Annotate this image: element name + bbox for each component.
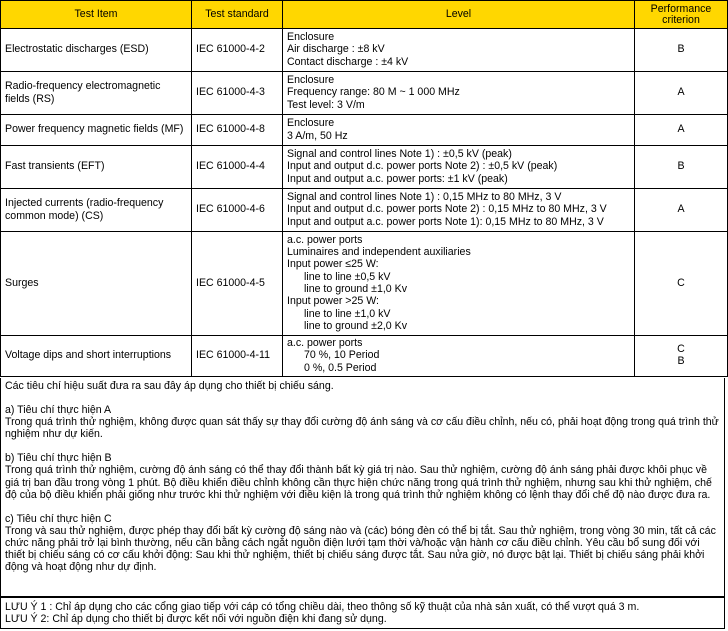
level-line: 70 %, 10 Period [304,349,380,362]
level-line: Signal and control lines Note 1) : 0,15 MHz to 80 MHz, 3 V [287,191,562,204]
level-cell [283,146,635,189]
level-cell [283,189,635,232]
level-line: Input and output a.c. power ports Note 1): 0,15 MHz to 80 MHz, 3 V [287,215,604,228]
test-standard: IEC 61000-4-5 [192,232,283,336]
level-line: Input and output d.c. power ports Note 2) : ±0,5 kV (peak) [287,160,558,173]
table-row [1,336,728,377]
footnotes [0,597,725,629]
criterion-b-text: Trong quá trình thử nghiệm, cường độ ánh sáng có thể thay đổi thành bất kỳ giá trị nào. Sau thử nghiệm, cường độ ánh sáng phải được khôi phục về giá trị ban đầu trong vòng 1 phút. Bộ điều khiển điều chỉnh không cần thực hiện chức năng trong quá trình thử nghiệm, nhưng sau khi thử nghiệm, chế độ của bộ điều khiển phải giống như trước khi thử nghiệm với điều kiện là trong quá trình thử nghiệm không có lệnh thay đổi chế độ nào được đưa ra. [5,464,712,501]
criterion-line: B [677,355,685,368]
test-standard: IEC 61000-4-2 [192,29,283,72]
level-line: Frequency range: 80 M ~ 1 000 MHz [287,86,460,99]
test-standard: IEC 61000-4-4 [192,146,283,189]
level-line: Input power >25 W: [287,295,379,308]
test-standard: IEC 61000-4-8 [192,115,283,146]
test-item: Electrostatic discharges (ESD) [1,29,192,72]
criterion-a-text: Trong quá trình thử nghiệm, không được quan sát thấy sự thay đổi cường độ ánh sáng và cơ cấu điều chỉnh, nếu có, phải hoạt động trong quá trình thử nghiệm như dự kiến. [5,416,719,441]
level-line: Enclosure [287,31,335,44]
level-line: Air discharge : ±8 kV [287,43,385,56]
level-line: Signal and control lines Note 1) : ±0,5 kV (peak) [287,148,512,161]
criterion: A [635,115,728,146]
level-line: line to line ±1,0 kV [304,307,391,320]
criterion [635,336,728,377]
criterion: A [635,189,728,232]
footnote-2: LƯU Ý 2: Chỉ áp dụng cho thiết bị được kết nối với nguồn điện khi đang sử dụng. [5,613,387,626]
notes-intro: Các tiêu chí hiệu suất đưa ra sau đây áp dụng cho thiết bị chiếu sáng. [5,380,334,392]
table-row [1,189,728,232]
table-header-row [1,1,728,29]
test-item: Power frequency magnetic fields (MF) [1,115,192,146]
criterion: B [635,146,728,189]
header-level: Level [283,1,635,29]
level-cell [283,336,635,377]
level-line: Enclosure [287,74,335,87]
criterion-c-text: Trong và sau thử nghiệm, được phép thay đổi bất kỳ cường độ sáng nào và (các) bóng đèn có thể bị tắt. Sau thử nghiệm, trong vòng 30 min, tất cả các chức năng phải trở lại bình thường, nếu cần bằng cách ngắt nguồn điện lưới tạm thời và/hoặc vận hành cơ cấu điều chỉnh. Yêu cầu bổ sung đối với thiết bị chiếu sáng có cơ cấu khởi động: Sau khi thử nghiệm, thiết bị chiếu sáng được tắt. Sau nửa giờ, nó được bật lại. Thiết bị chiếu sáng phải khởi động và hoạt động như dự định. [5,524,716,574]
header-criterion: Performance criterion [635,1,728,29]
criterion-line: C [677,343,685,356]
header-test-standard: Test standard [192,1,283,29]
performance-criteria-notes [0,378,725,597]
criterion-a-title: a) Tiêu chí thực hiện A [5,404,112,417]
level-cell [283,29,635,72]
level-line: a.c. power ports [287,233,363,246]
level-line: line to line ±0,5 kV [304,270,391,283]
header-test-item: Test Item [1,1,192,29]
table-row [1,29,728,72]
table-row [1,146,728,189]
criterion-c-title: c) Tiêu chí thực hiện C [5,512,112,525]
level-line: line to ground ±1,0 Kv [304,283,407,295]
level-line: 3 A/m, 50 Hz [287,129,348,142]
test-item: Radio-frequency electromagnetic fields (RS) [1,72,192,115]
level-line: Input power ≤25 W: [287,258,379,271]
level-cell [283,232,635,336]
test-item: Injected currents (radio-frequency common mode) (CS) [1,189,192,232]
test-item: Voltage dips and short interruptions [1,336,192,377]
test-item: Surges [1,232,192,336]
test-item: Fast transients (EFT) [1,146,192,189]
test-standard: IEC 61000-4-11 [192,336,283,377]
criterion: C [635,232,728,336]
level-line: 0 %, 0.5 Period [304,361,377,374]
footnote-1: LƯU Ý 1 : Chỉ áp dụng cho các cổng giao tiếp với cáp có tổng chiều dài, theo thông số kỹ thuật của nhà sản xuất, có thể vượt quá 3 m. [5,601,640,613]
table-row [1,115,728,146]
test-standard: IEC 61000-4-3 [192,72,283,115]
level-line: Enclosure [287,117,335,130]
level-line: Input and output a.c. power ports: ±1 kV (peak) [287,172,508,185]
criterion: A [635,72,728,115]
table-row [1,232,728,336]
criterion-b-title: b) Tiêu chí thực hiện B [5,452,112,465]
test-standard: IEC 61000-4-6 [192,189,283,232]
table-row [1,72,728,115]
level-cell [283,115,635,146]
level-line: Luminaires and independent auxiliaries [287,246,471,259]
level-line: line to ground ±2,0 Kv [304,319,407,332]
criterion: B [635,29,728,72]
level-line: Input and output d.c. power ports Note 2) : 0,15 MHz to 80 MHz, 3 V [287,203,607,216]
level-line: Contact discharge : ±4 kV [287,55,409,68]
level-cell [283,72,635,115]
level-line: a.c. power ports [287,337,363,349]
level-line: Test level: 3 V/m [287,98,365,111]
